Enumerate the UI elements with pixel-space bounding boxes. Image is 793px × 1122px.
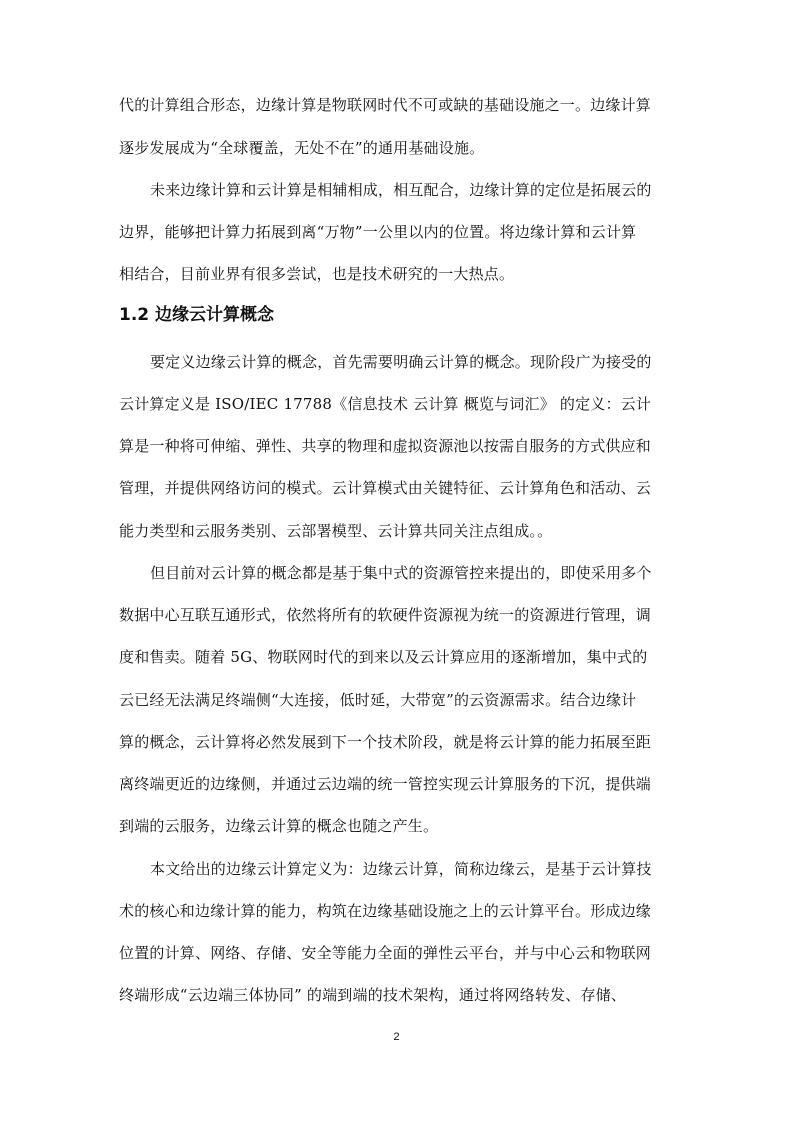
text-line: 数据中心互联互通形式，依然将所有的软硬件资源视为统一的资源进行管理，调 bbox=[119, 606, 652, 624]
text-line: 度和售卖。随着 5G、物联网时代的到来以及云计算应用的逐渐增加，集中式的 bbox=[119, 648, 648, 666]
text-line: 位置的计算、网络、存储、安全等能力全面的弹性云平台，并与中心云和物联网 bbox=[119, 944, 652, 962]
text-line: 代的计算组合形态，边缘计算是物联网时代不可或缺的基础设施之一。边缘计算 bbox=[119, 96, 652, 114]
text-line: 离终端更近的边缘侧，并通过云边端的统一管控实现云计算服务的下沉，提供端 bbox=[119, 775, 652, 793]
text-line: 到端的云服务，边缘云计算的概念也随之产生。 bbox=[119, 817, 439, 835]
text-line: 未来边缘计算和云计算是相辅相成，相互配合，边缘计算的定位是拓展云的 bbox=[150, 181, 652, 199]
text-line: 云已经无法满足终端侧“大连接，低时延，大带宽”的云资源需求。结合边缘计 bbox=[119, 691, 637, 709]
page-number: 2 bbox=[393, 1031, 400, 1043]
text-line: 术的核心和边缘计算的能力，构筑在边缘基础设施之上的云计算平台。形成边缘 bbox=[119, 902, 652, 920]
text-line: 边界，能够把计算力拓展到离“万物”一公里以内的位置。将边缘计算和云计算 bbox=[119, 223, 637, 241]
text-line: 逐步发展成为“全球覆盖，无处不在”的通用基础设施。 bbox=[119, 139, 485, 157]
text-line: 算的概念，云计算将必然发展到下一个技术阶段，就是将云计算的能力拓展至距 bbox=[119, 733, 652, 751]
text-line: 能力类型和云服务类别、云部署模型、云计算共同关注点组成。。 bbox=[119, 522, 553, 540]
text-line: 云计算定义是 ISO/IEC 17788《信息技术 云计算 概览与词汇》 的定义：云计 bbox=[119, 395, 652, 413]
text-line: 终端形成“云边端三体协同” 的端到端的技术架构，通过将网络转发、存储、 bbox=[119, 986, 627, 1004]
section-heading: 1.2 边缘云计算概念 bbox=[119, 305, 275, 325]
text-line: 相结合，目前业界有很多尝试，也是技术研究的一大热点。 bbox=[119, 265, 515, 283]
text-line: 本文给出的边缘云计算定义为：边缘云计算，简称边缘云，是基于云计算技 bbox=[150, 860, 652, 878]
text-line: 但目前对云计算的概念都是基于集中式的资源管控来提出的，即使采用多个 bbox=[150, 564, 652, 582]
text-line: 管理，并提供网络访问的模式。云计算模式由关键特征、云计算角色和活动、云 bbox=[119, 479, 652, 497]
text-line: 算是一种将可伸缩、弹性、共享的物理和虚拟资源池以按需自服务的方式供应和 bbox=[119, 437, 652, 455]
text-line: 要定义边缘云计算的概念，首先需要明确云计算的概念。现阶段广为接受的 bbox=[150, 353, 652, 371]
